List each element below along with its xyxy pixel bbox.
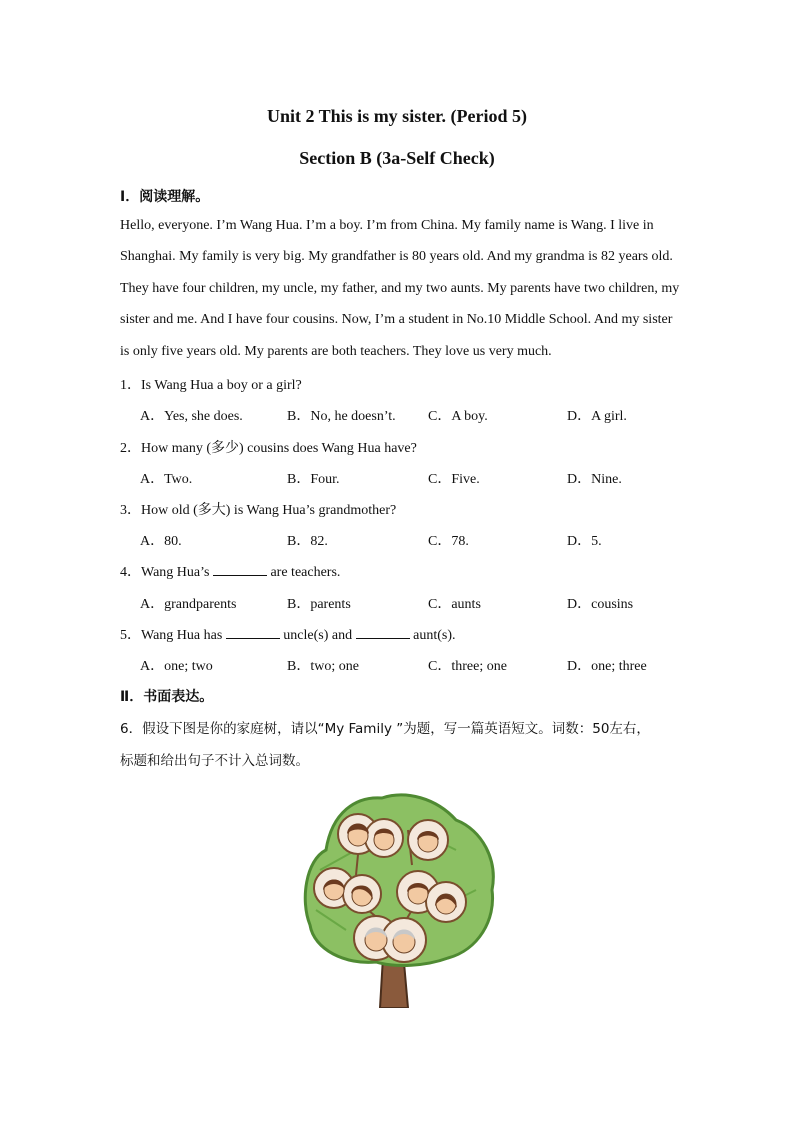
question-1: 1．Is Wang Hua a boy or a girl? <box>120 378 302 393</box>
q2-option-a: A．Two. <box>140 472 193 487</box>
q5-text-end: aunt(s). <box>409 628 456 643</box>
q4-option-d: D．cousins <box>567 597 634 612</box>
q4-option-b: B．parents <box>287 597 351 612</box>
section-reading-heading: Ⅰ．阅读理解。 <box>120 189 210 205</box>
q2-option-b: B．Four. <box>287 472 340 487</box>
q1-option-b: B．No, he doesn’t. <box>287 409 396 424</box>
q5-option-d: D．one; three <box>567 659 647 674</box>
q1-option-c: C．A boy. <box>428 409 488 424</box>
page-title: Unit 2 This is my sister. (Period 5) <box>266 106 527 126</box>
reading-passage: Hello, everyone. I’m Wang Hua. I’m a boy. I’m from China. My family name is Wang. I live in Shanghai. My family is very big. My grandfather is 80 years old. And my grandma is 82 years old. They have four children, my uncle, my father, and my two aunts. My parents have two children, my sister and me. And I have four cousins. Now, I’m a student in No.10 Middle School. And my sister is only five years old. My parents are both teachers. They love us very much. <box>120 218 680 359</box>
q4-option-a: A．grandparents <box>140 597 237 612</box>
q1-option-a: A．Yes, she does. <box>140 409 243 424</box>
q1-option-d: D．A girl. <box>567 409 627 424</box>
writing-task-line-2: 标题和给出句子不计入总词数。 <box>120 753 309 769</box>
q3-option-c: C．78. <box>428 534 469 549</box>
q3-option-b: B．82. <box>287 534 328 549</box>
question-3: 3．How old (多大) is Wang Hua’s grandmother? <box>120 503 397 518</box>
q5-text-start: 5．Wang Hua has <box>120 628 226 643</box>
q5-option-c: C．three; one <box>428 659 507 674</box>
q4-text-end: are teachers. <box>266 565 341 580</box>
q4-option-c: C．aunts <box>428 597 481 612</box>
q4-blank <box>213 563 267 576</box>
q3-option-d: D．5. <box>567 534 602 549</box>
q5-blank-1 <box>226 626 280 639</box>
q5-blank-2 <box>356 626 410 639</box>
q5-option-a: A．one; two <box>140 659 213 674</box>
q4-text-start: 4．Wang Hua’s <box>120 565 213 580</box>
question-2: 2．How many (多少) cousins does Wang Hua have? <box>120 441 417 456</box>
question-4 <box>120 561 340 581</box>
q5-text-mid: uncle(s) and <box>279 628 356 643</box>
q5-option-b: B．two; one <box>287 659 359 674</box>
section-writing-heading: Ⅱ．书面表达。 <box>120 689 214 705</box>
q3-option-a: A．80. <box>140 534 182 549</box>
question-5 <box>120 624 456 644</box>
q2-option-d: D．Nine. <box>567 472 622 487</box>
family-tree-illustration <box>296 790 496 1008</box>
q2-option-c: C．Five. <box>428 472 480 487</box>
page-subtitle: Section B (3a-Self Check) <box>299 148 495 168</box>
writing-task-line-1: 6．假设下图是你的家庭树，请以“My Family ”为题，写一篇英语短文。词数：50左右， <box>120 721 650 737</box>
